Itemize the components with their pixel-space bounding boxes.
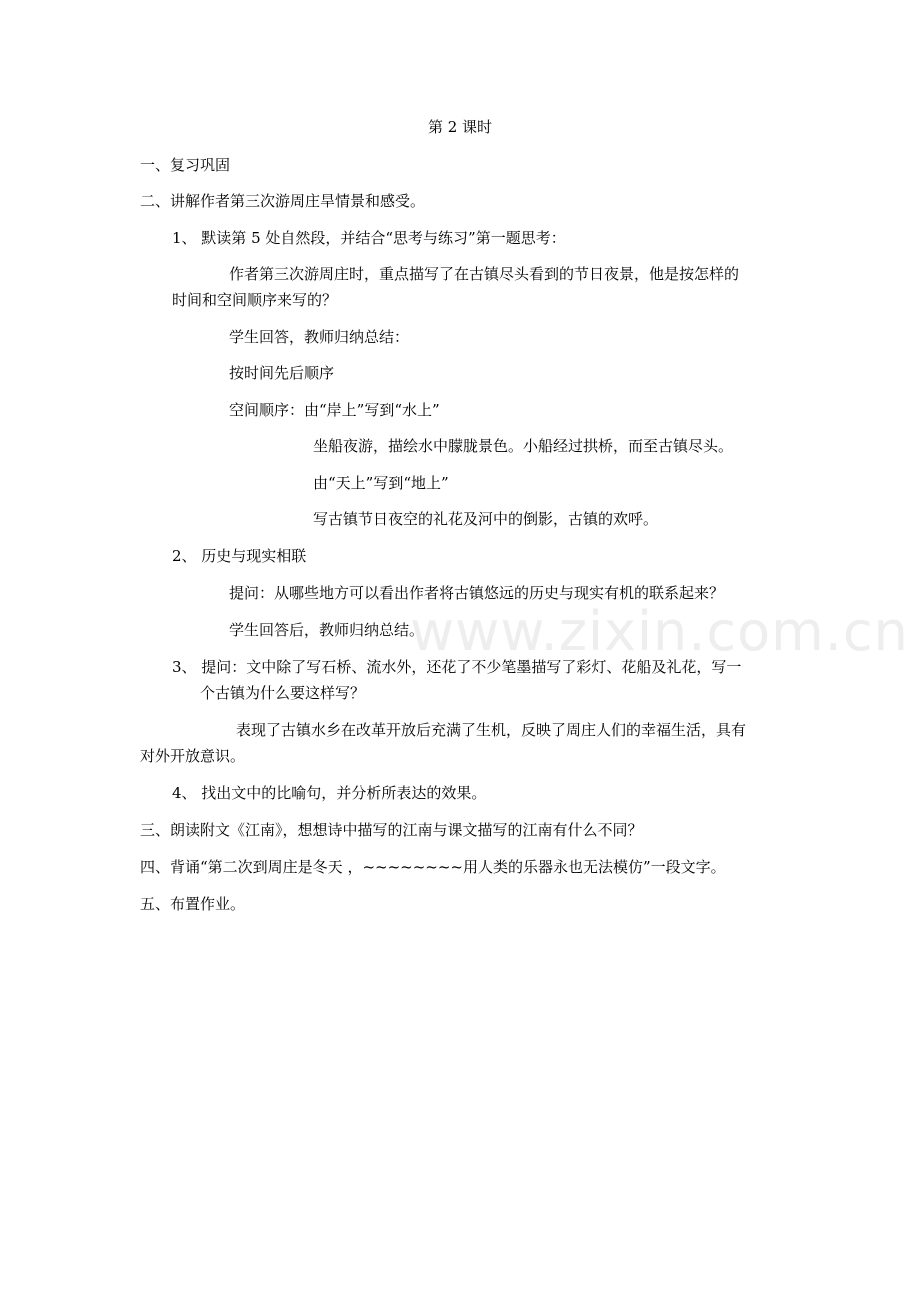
item-1-time-order: 按时间先后顺序 <box>229 364 335 382</box>
item-1-space-order: 空间顺序：由“岸上”写到“水上” <box>229 401 440 419</box>
item-1-question-line-2: 时间和空间顺序来写的？ <box>172 291 338 309</box>
item-1-space-sky: 由“天上”写到“地上” <box>313 474 449 492</box>
section-explain: 二、讲解作者第三次游周庄旱情景和感受。 <box>140 192 426 210</box>
section-read-poem: 三、朗读附文《江南》，想想诗中描写的江南与课文描写的江南有什么不同？ <box>140 821 643 839</box>
item-3-line-2: 个古镇为什么要这样写？ <box>200 684 366 702</box>
watermark: www.zixin.com.cn <box>410 600 909 663</box>
item-1-answer-intro: 学生回答，教师归纳总结： <box>229 328 410 346</box>
section-homework: 五、布置作业。 <box>140 895 246 913</box>
item-2-answer: 学生回答后，教师归纳总结。 <box>229 621 425 639</box>
item-2-question: 提问：从哪些地方可以看出作者将古镇悠远的历史与现实有机的联系起来？ <box>229 584 725 602</box>
item-3-line-1: 3、 提问：文中除了写石桥、流水外，还花了不少笔墨描写了彩灯、花船及礼花，写一 <box>172 658 742 676</box>
item-1-space-detail-1: 坐船夜游，描绘水中朦胧景色。小船经过拱桥，而至古镇尽头。 <box>313 437 734 455</box>
item-3-answer-line-2: 对外开放意识。 <box>140 747 246 765</box>
item-3-answer-line-1: 表现了古镇水乡在改革开放后充满了生机，反映了周庄人们的幸福生活，具有 <box>236 721 747 739</box>
section-review: 一、复习巩固 <box>140 156 231 174</box>
item-2-heading: 2、 历史与现实相联 <box>172 547 307 565</box>
item-4-heading: 4、 找出文中的比喻句，并分析所表达的效果。 <box>172 784 487 802</box>
page-title: 第 2 课时 <box>427 118 493 136</box>
item-1-space-detail-2: 写古镇节日夜空的礼花及河中的倒影，古镇的欢呼。 <box>313 510 659 528</box>
section-recite: 四、背诵“第二次到周庄是冬天 ，~~~~~~~~用人类的乐器永也无法模仿”一段文字。 <box>140 858 726 876</box>
item-1-question-line-1: 作者第三次游周庄时，重点描写了在古镇尽头看到的节日夜景，他是按怎样的 <box>229 265 740 283</box>
item-1-heading: 1、 默读第 5 处自然段，并结合“思考与练习”第一题思考： <box>172 229 566 247</box>
